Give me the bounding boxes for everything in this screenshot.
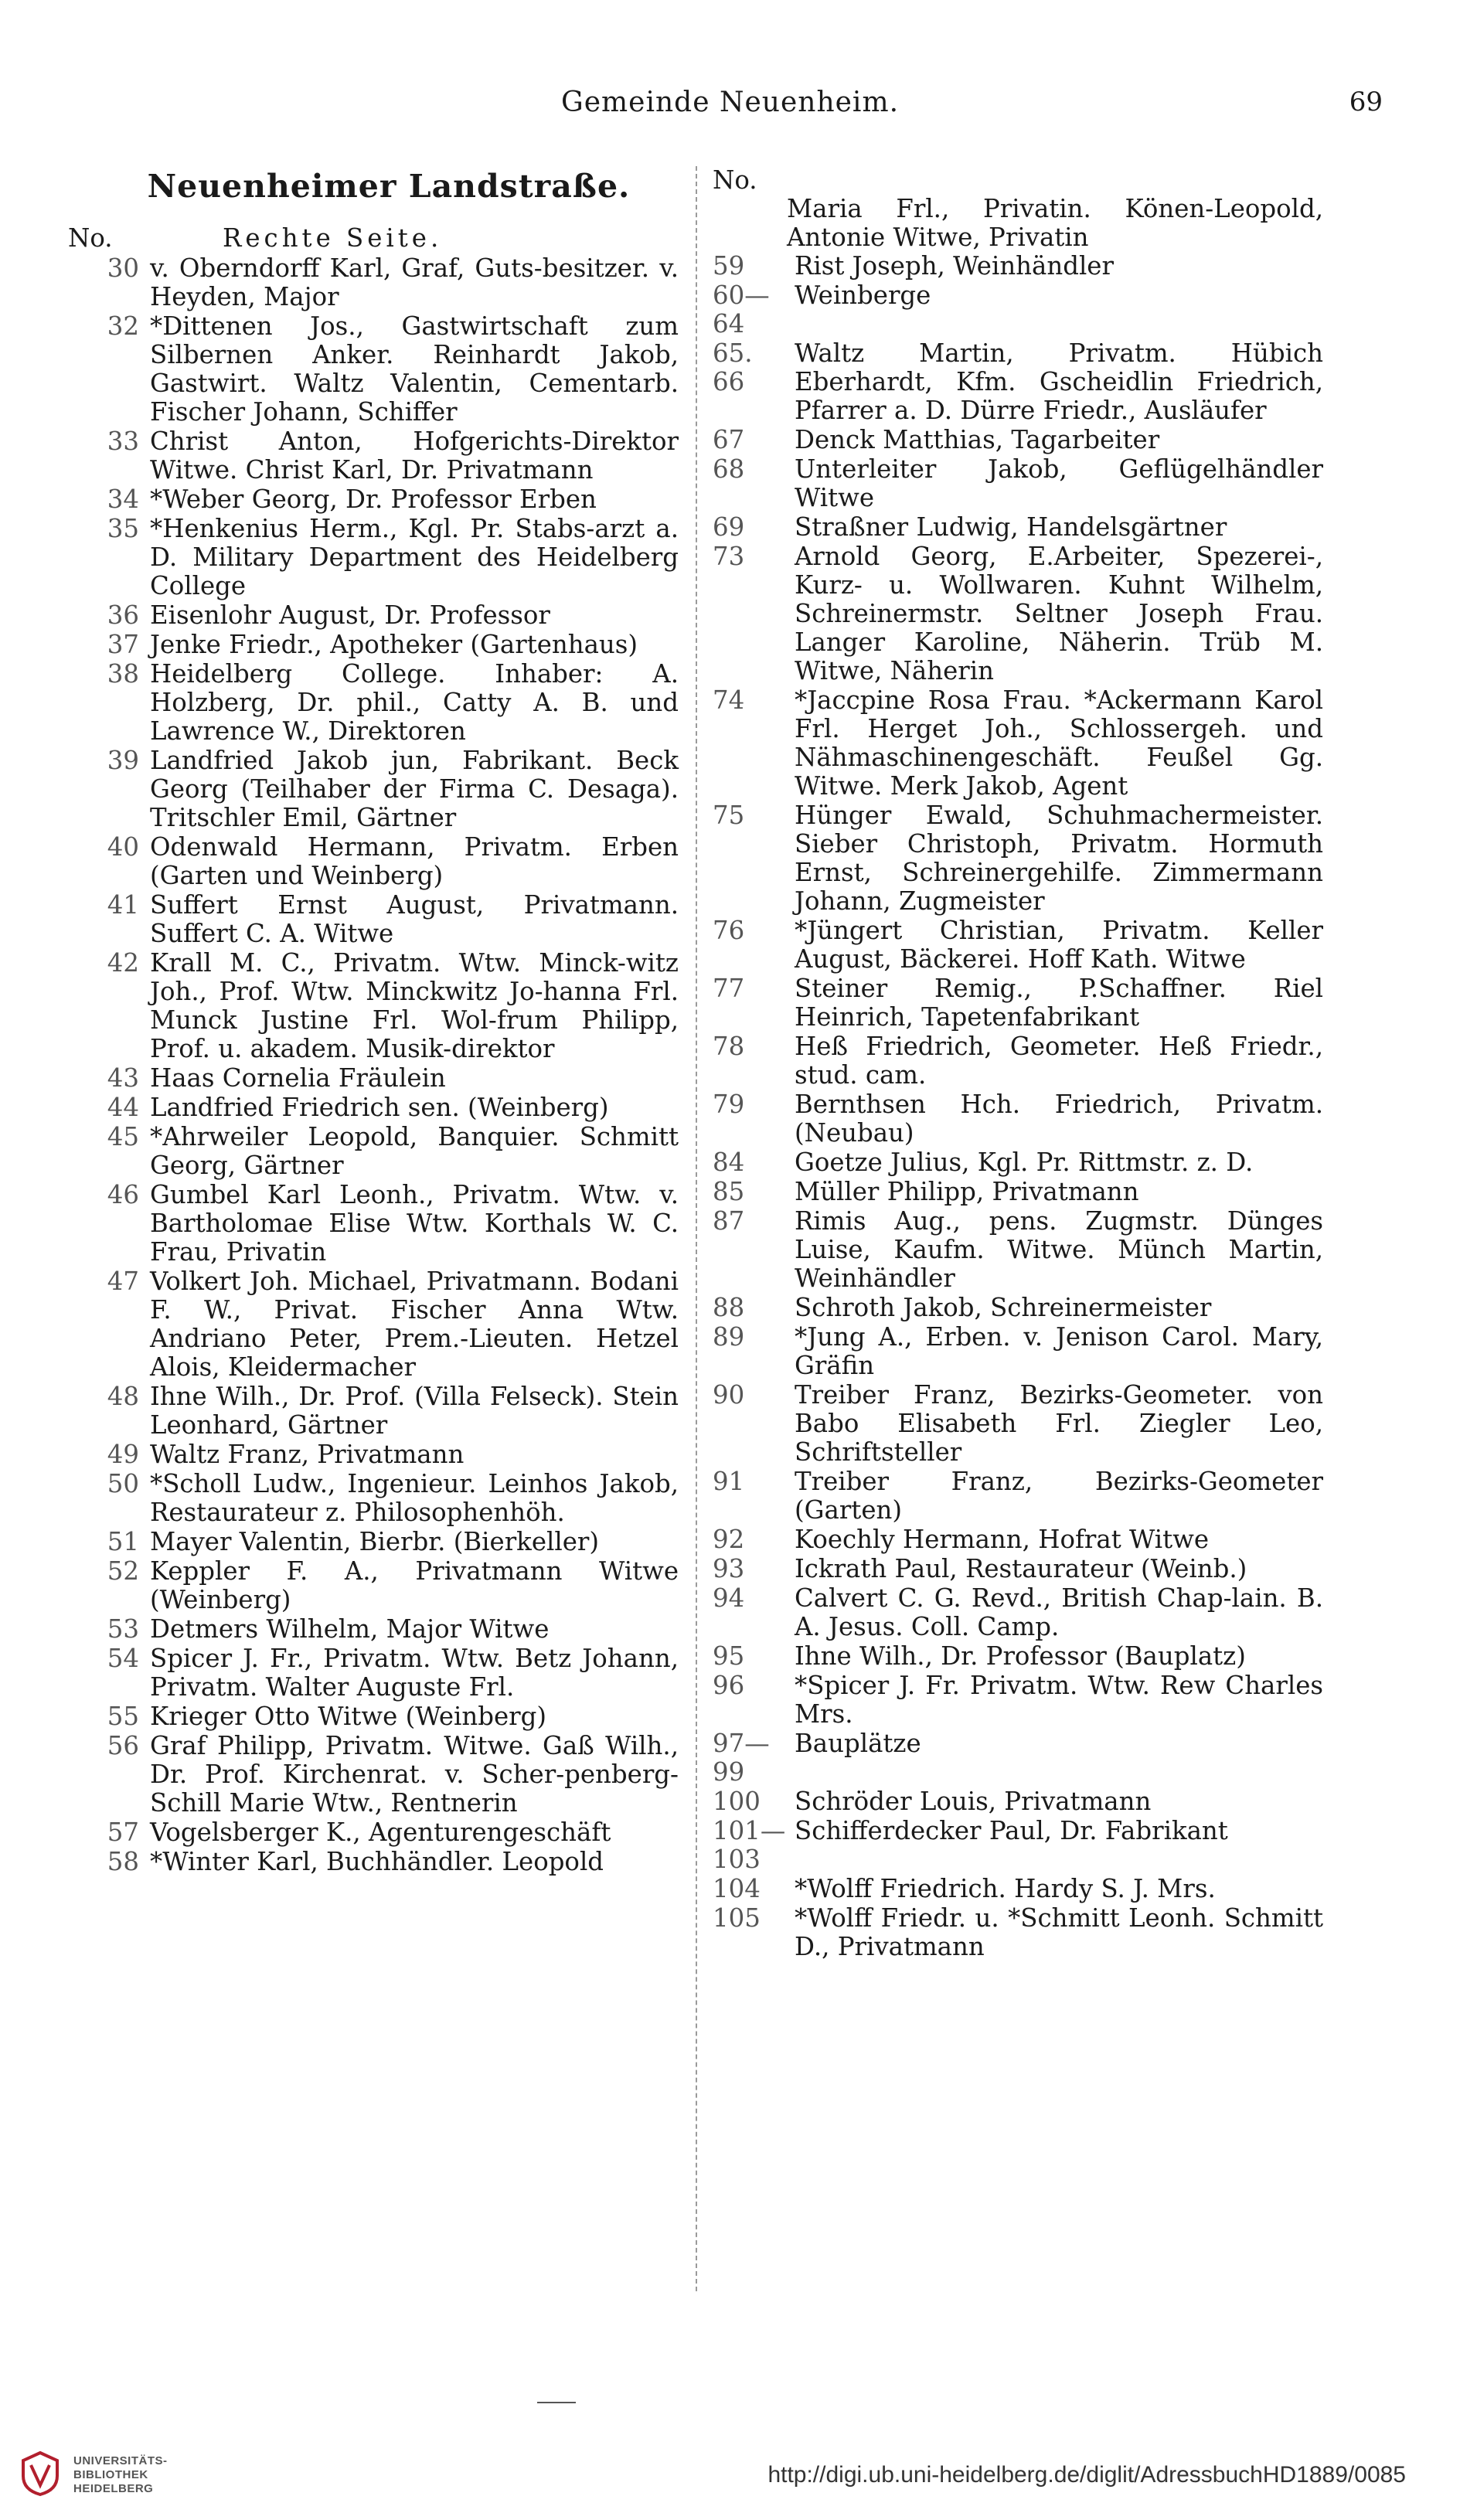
house-number: 44 <box>107 1093 139 1122</box>
directory-entry <box>713 801 1323 916</box>
house-number: 74 <box>713 685 745 715</box>
house-number: 56 <box>107 1731 139 1760</box>
directory-entry <box>68 485 679 514</box>
directory-entry <box>713 1525 1323 1554</box>
resident-text: Heidelberg College. Inhaber: A. Holzberg, Dr. phil., Catty A. B. und Lawrence W., Direktoren <box>150 659 679 746</box>
resident-text: Goetze Julius, Kgl. Pr. Rittmstr. z. D. <box>795 1148 1254 1177</box>
resident-text: *Henkenius Herm., Kgl. Pr. Stabs-arzt a. D. Military Department des Heidelberg College <box>150 514 679 600</box>
house-number: 54 <box>107 1644 139 1673</box>
library-logo-icon <box>17 2450 63 2498</box>
directory-entry <box>713 1032 1323 1090</box>
house-number: 69 <box>713 512 745 542</box>
directory-entry <box>68 1181 679 1267</box>
house-number: 49 <box>107 1440 139 1469</box>
directory-entry <box>68 1644 679 1702</box>
directory-entry <box>68 427 679 485</box>
resident-text: Schifferdecker Paul, Dr. Fabrikant <box>795 1816 1228 1845</box>
house-number: 77 <box>713 974 745 1003</box>
resident-text: v. Oberndorff Karl, Graf, Guts-besitzer. v. Heyden, Major <box>150 253 679 311</box>
resident-text: Volkert Joh. Michael, Privatmann. Bodani F. W., Privat. Fischer Anna Wtw. Andriano Peter, Prem.-Lieuten. Hetzel Alois, Kleidermacher <box>150 1267 679 1382</box>
resident-text: Christ Anton, Hofgerichts-Direktor Witwe. Christ Karl, Dr. Privatmann <box>150 427 679 485</box>
resident-text: *Winter Karl, Buchhändler. Leopold <box>150 1847 604 1876</box>
left-entry-list <box>68 254 679 1876</box>
resident-text: Steiner Remig., P.Schaffner. Riel Heinrich, Tapetenfabrikant <box>795 974 1323 1032</box>
directory-entry <box>713 1148 1323 1177</box>
directory-entry <box>713 281 1323 338</box>
directory-entry <box>68 1382 679 1440</box>
right-entry-list <box>713 252 1323 1961</box>
house-number: 76 <box>713 916 745 945</box>
directory-entry <box>68 515 679 600</box>
directory-entry <box>68 1732 679 1818</box>
directory-entry <box>713 1090 1323 1148</box>
house-number: 101—103 <box>713 1816 786 1874</box>
resident-text: Schröder Louis, Privatmann <box>795 1787 1152 1816</box>
source-url-link[interactable]: http://digi.ub.uni-heidelberg.de/diglit/AdressbuchHD1889/0085 <box>767 2462 1406 2488</box>
resident-text: Hünger Ewald, Schuhmachermeister. Sieber Christoph, Privatm. Hormuth Ernst, Schreinergehilfe. Zimmermann Johann, Zugmeister <box>795 801 1323 916</box>
house-number: 47 <box>107 1267 139 1296</box>
house-number: 104 <box>713 1874 761 1903</box>
resident-text: *Spicer J. Fr. Privatm. Wtw. Rew Charles Mrs. <box>795 1671 1323 1729</box>
resident-text: Koechly Hermann, Hofrat Witwe <box>795 1525 1210 1554</box>
directory-entry <box>713 1671 1323 1729</box>
directory-entry <box>713 1178 1323 1206</box>
page-footer <box>0 2450 1460 2504</box>
house-number: 38 <box>107 659 139 689</box>
resident-text: Schroth Jakob, Schreinermeister <box>795 1293 1212 1322</box>
house-number: 34 <box>107 485 139 514</box>
resident-text: Denck Matthias, Tagarbeiter <box>795 425 1160 454</box>
directory-entry <box>713 686 1323 801</box>
directory-entry <box>713 1787 1323 1816</box>
resident-text: *Ahrweiler Leopold, Banquier. Schmitt Georg, Gärtner <box>150 1122 679 1180</box>
street-title: Neuenheimer Landstraße. <box>147 168 631 205</box>
resident-text: Waltz Franz, Privatmann <box>150 1440 465 1469</box>
house-number: 51 <box>107 1527 139 1556</box>
directory-entry <box>68 1702 679 1731</box>
directory-entry <box>713 1294 1323 1322</box>
page-number: 69 <box>1349 87 1383 117</box>
resident-text: Arnold Georg, E.Arbeiter, Spezerei-, Kurz- u. Wollwaren. Kuhnt Wilhelm, Schreinermstr. Seltner Joseph Frau. Langer Karoline, Näherin. Trüb M. Witwe, Näherin <box>795 542 1323 685</box>
house-number: 32 <box>107 311 139 341</box>
resident-text: Rist Joseph, Weinhändler <box>795 251 1114 281</box>
house-number: 94 <box>713 1583 745 1613</box>
house-number: 88 <box>713 1293 745 1322</box>
library-name: UNIVERSITÄTS- BIBLIOTHEK HEIDELBERG <box>73 2454 168 2495</box>
directory-entry <box>68 1440 679 1469</box>
directory-entry <box>68 1267 679 1382</box>
directory-entry <box>713 1904 1323 1961</box>
resident-text: Odenwald Hermann, Privatm. Erben (Garten und Weinberg) <box>150 832 679 890</box>
house-number: 35 <box>107 514 139 543</box>
resident-text: Gumbel Karl Leonh., Privatm. Wtw. v. Bartholomae Elise Wtw. Korthals W. C. Frau, Privatin <box>150 1180 679 1267</box>
directory-entry <box>713 1875 1323 1903</box>
resident-text: Calvert C. G. Revd., British Chap-lain. B. A. Jesus. Coll. Camp. <box>795 1583 1323 1641</box>
left-column <box>68 166 679 1877</box>
directory-entry <box>713 1555 1323 1583</box>
resident-text: Heß Friedrich, Geometer. Heß Friedr., stud. cam. <box>795 1032 1323 1090</box>
directory-entry <box>713 974 1323 1032</box>
directory-entry <box>68 833 679 890</box>
resident-text: Treiber Franz, Bezirks-Geometer. von Babo Elisabeth Frl. Ziegler Leo, Schriftsteller <box>795 1380 1323 1467</box>
directory-entry <box>713 1467 1323 1525</box>
house-number: 95 <box>713 1641 745 1671</box>
resident-text: Landfried Friedrich sen. (Weinberg) <box>150 1093 609 1122</box>
house-number: 67 <box>713 425 745 454</box>
resident-text: Bauplätze <box>795 1729 921 1758</box>
directory-entry <box>713 1207 1323 1293</box>
directory-entry <box>713 1642 1323 1671</box>
directory-entry <box>68 1848 679 1876</box>
directory-entry <box>713 1729 1323 1787</box>
resident-text: Jenke Friedr., Apotheker (Gartenhaus) <box>150 630 638 659</box>
house-number: 85 <box>713 1177 745 1206</box>
house-number: 33 <box>107 427 139 456</box>
house-number: 91 <box>713 1467 745 1496</box>
continuation-text: Maria Frl., Privatin. Könen-Leopold, Antonie Witwe, Privatin <box>787 194 1323 252</box>
directory-entry <box>68 312 679 427</box>
resident-text: Ickrath Paul, Restaurateur (Weinb.) <box>795 1554 1247 1583</box>
resident-text: Rimis Aug., pens. Zugmstr. Dünges Luise, Kaufm. Witwe. Münch Martin, Weinhändler <box>795 1206 1323 1293</box>
page-header <box>77 87 1383 133</box>
directory-entry <box>68 1064 679 1093</box>
resident-text: *Dittenen Jos., Gastwirtschaft zum Silbernen Anker. Reinhardt Jakob, Gastwirt. Waltz Valentin, Cementarb. Fischer Johann, Schiffer <box>150 311 679 427</box>
resident-text: Straßner Ludwig, Handelsgärtner <box>795 512 1227 542</box>
directory-entry <box>68 1470 679 1527</box>
house-number: 58 <box>107 1847 139 1876</box>
directory-entry <box>713 426 1323 454</box>
resident-text: Krall M. C., Privatm. Wtw. Minck-witz Joh., Prof. Wtw. Minckwitz Jo-hanna Frl. Munck Justine Frl. Wol-frum Philipp, Prof. u. akadem. Musik-direktor <box>150 948 679 1063</box>
directory-entry <box>68 1528 679 1556</box>
directory-entry <box>713 455 1323 512</box>
house-number: 75 <box>713 801 745 830</box>
column-divider <box>696 166 697 2291</box>
resident-text: Spicer J. Fr., Privatm. Wtw. Betz Johann, Privatm. Walter Auguste Frl. <box>150 1644 679 1702</box>
directory-entry <box>68 1615 679 1644</box>
resident-text: *Wolff Friedrich. Hardy S. J. Mrs. <box>795 1874 1216 1903</box>
directory-entry <box>713 542 1323 685</box>
directory-entry <box>68 631 679 659</box>
resident-text: *Weber Georg, Dr. Professor Erben <box>150 485 597 514</box>
house-number: 37 <box>107 630 139 659</box>
house-number: 50 <box>107 1469 139 1498</box>
directory-entry <box>68 1557 679 1614</box>
directory-entry <box>68 891 679 948</box>
house-number: 53 <box>107 1614 139 1644</box>
house-number: 45 <box>107 1122 139 1151</box>
directory-entry <box>713 339 1323 425</box>
directory-entry <box>713 1584 1323 1641</box>
resident-text: Bernthsen Hch. Friedrich, Privatm. (Neubau) <box>795 1090 1323 1148</box>
house-number: 40 <box>107 832 139 862</box>
directory-entry <box>713 513 1323 542</box>
house-number: 43 <box>107 1063 139 1093</box>
page-title: Gemeinde Neuenheim. <box>560 87 900 118</box>
house-number: 100 <box>713 1787 761 1816</box>
directory-entry <box>713 917 1323 974</box>
house-number: 65. 66 <box>713 338 753 396</box>
house-number: 39 <box>107 746 139 775</box>
resident-text: *Jaccpine Rosa Frau. *Ackermann Karol Frl. Herget Joh., Schlossergeh. und Nähmaschinengeschäft. Feußel Gg. Witwe. Merk Jakob, Agent <box>795 685 1323 801</box>
house-number: 30 <box>107 253 139 283</box>
house-number: 92 <box>713 1525 745 1554</box>
house-number: 90 <box>713 1380 745 1410</box>
house-number: 105 <box>713 1903 761 1933</box>
resident-text: Mayer Valentin, Bierbr. (Bierkeller) <box>150 1527 599 1556</box>
resident-text: Eisenlohr August, Dr. Professor <box>150 600 550 630</box>
resident-text: Treiber Franz, Bezirks-Geometer (Garten) <box>795 1467 1323 1525</box>
house-number: 79 <box>713 1090 745 1119</box>
directory-entry <box>68 1123 679 1180</box>
resident-text: Ihne Wilh., Dr. Prof. (Villa Felseck). Stein Leonhard, Gärtner <box>150 1382 679 1440</box>
house-number: 97—99 <box>713 1729 770 1787</box>
resident-text: Haas Cornelia Fräulein <box>150 1063 446 1093</box>
resident-text: Müller Philipp, Privatmann <box>795 1177 1139 1206</box>
right-column <box>713 166 1323 1962</box>
left-column-header <box>68 224 679 253</box>
house-number: 36 <box>107 600 139 630</box>
house-number: 55 <box>107 1702 139 1731</box>
resident-text: Waltz Martin, Privatm. Hübich Eberhardt, Kfm. Gscheidlin Friedrich, Pfarrer a. D. Dürre Friedr., Ausläufer <box>795 338 1323 425</box>
resident-text: Graf Philipp, Privatm. Witwe. Gaß Wilh., Dr. Prof. Kirchenrat. v. Scher-penberg-Schill Marie Wtw., Rentnerin <box>150 1731 679 1818</box>
resident-text: *Jüngert Christian, Privatm. Keller August, Bäckerei. Hoff Kath. Witwe <box>795 916 1323 974</box>
house-number: 57 <box>107 1818 139 1847</box>
house-number: 60—64 <box>713 281 770 338</box>
end-rule <box>537 2402 576 2403</box>
resident-text: Vogelsberger K., Agenturengeschäft <box>150 1818 611 1847</box>
house-number: 68 <box>713 454 745 484</box>
resident-text: *Scholl Ludw., Ingenieur. Leinhos Jakob, Restaurateur z. Philosophenhöh. <box>150 1469 679 1527</box>
house-number: 87 <box>713 1206 745 1236</box>
resident-text: Keppler F. A., Privatmann Witwe (Weinberg) <box>150 1556 679 1614</box>
directory-entry <box>713 252 1323 281</box>
house-number: 59 <box>713 251 745 281</box>
resident-text: Ihne Wilh., Dr. Professor (Bauplatz) <box>795 1641 1246 1671</box>
directory-entry <box>713 1323 1323 1380</box>
directory-entry <box>713 1817 1323 1874</box>
resident-text: Unterleiter Jakob, Geflügelhändler Witwe <box>795 454 1323 512</box>
resident-text: Weinberge <box>795 281 931 310</box>
house-number: 93 <box>713 1554 745 1583</box>
directory-entry <box>68 1093 679 1122</box>
house-number: 78 <box>713 1032 745 1061</box>
directory-entry <box>713 1381 1323 1467</box>
resident-text: *Jung A., Erben. v. Jenison Carol. Mary, Gräfin <box>795 1322 1323 1380</box>
resident-text: *Wolff Friedr. u. *Schmitt Leonh. Schmitt D., Privatmann <box>795 1903 1323 1961</box>
no-label: No. <box>68 223 113 253</box>
house-number: 46 <box>107 1180 139 1209</box>
directory-entry <box>68 746 679 832</box>
house-number: 41 <box>107 890 139 920</box>
directory-entry <box>68 254 679 311</box>
side-label: Rechte Seite. <box>223 223 443 253</box>
directory-entry <box>68 660 679 746</box>
house-number: 42 <box>107 948 139 978</box>
directory-entry <box>68 601 679 630</box>
house-number: 96 <box>713 1671 745 1700</box>
resident-text: Detmers Wilhelm, Major Witwe <box>150 1614 550 1644</box>
right-no-label: No. <box>713 165 757 195</box>
house-number: 84 <box>713 1148 745 1177</box>
resident-text: Landfried Jakob jun, Fabrikant. Beck Georg (Teilhaber der Firma C. Desaga). Tritschler Emil, Gärtner <box>150 746 679 832</box>
resident-text: Krieger Otto Witwe (Weinberg) <box>150 1702 546 1731</box>
directory-entry <box>68 1818 679 1847</box>
house-number: 52 <box>107 1556 139 1586</box>
house-number: 48 <box>107 1382 139 1411</box>
house-number: 73 <box>713 542 745 571</box>
directory-entry <box>68 949 679 1063</box>
resident-text: Suffert Ernst August, Privatmann. Suffert C. A. Witwe <box>150 890 679 948</box>
house-number: 89 <box>713 1322 745 1352</box>
